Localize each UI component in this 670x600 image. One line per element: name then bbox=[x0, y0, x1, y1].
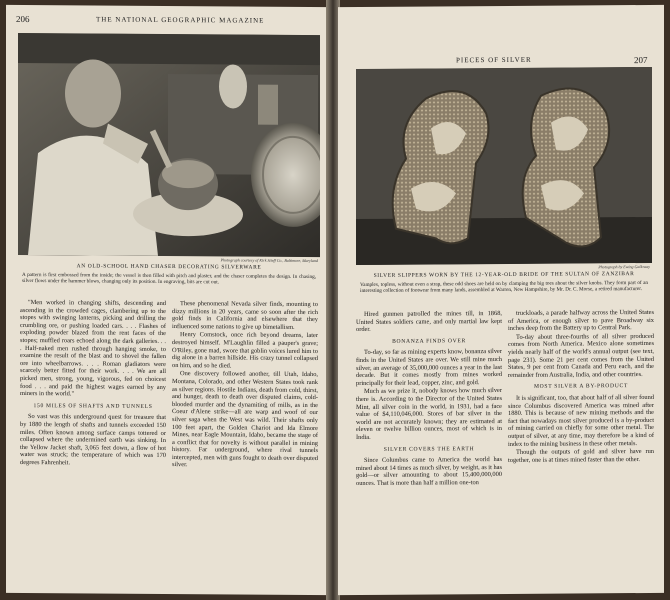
photo-silver-chaser bbox=[18, 33, 320, 257]
right-column-2 bbox=[508, 309, 654, 465]
caption-title-right: SILVER SLIPPERS WORN BY THE 12-YEAR-OLD BRIDE OF THE SULTAN OF ZANZIBAR bbox=[373, 271, 635, 279]
right-page bbox=[338, 5, 664, 595]
paragraph: Hired gunmen patrolled the mines till, in 1868, United States soldiers came, and only martial law kept order. bbox=[356, 309, 502, 334]
running-head-right: PIECES OF SILVER bbox=[456, 55, 532, 65]
left-column-1 bbox=[20, 299, 166, 468]
photo-credit-left: Photograph courtesy of Kirk Stieff Co., Baltimore, Maryland bbox=[220, 257, 318, 264]
section-heading: SILVER COVERS THE EARTH bbox=[383, 445, 475, 453]
page-number-right: 207 bbox=[634, 54, 648, 66]
photo-credit-right: Photograph by Ewing Galloway bbox=[598, 263, 650, 270]
section-heading: BONANZA FINDS OVER bbox=[392, 338, 466, 345]
paragraph: Henry Comstock, once rich beyond dreams, later destroyed himself. M'Laughlin filled a pauper's grave; O'Riley, gone mad, swore that goblin voices lured him to dig alone in a barren hillside. His crazy tunnel collapsed on him, and so he died. bbox=[172, 331, 318, 370]
paragraph: To-day about three-fourths of all silver produced comes from North America. Mexico alone sometimes yields nearly half of the world's annual output (see text, page 231). Some 21 per cent comes from the United States, 9 per cent from Canada and Peru each, and the remainder from Australia, India, and other countries. bbox=[508, 332, 654, 379]
paragraph: One discovery followed another, till Utah, Idaho, Montana, Colorado, and other Western States took rank as silver regions. Hostile Indians, death from cold, thirst, and hunger, death to death over disputed claims, cold-blooded murder and the dynamiting of mills, as in the Coeur d'Alene strike—all are warp and woof of our silver saga when the West was wild. Their shafts only 100 feet apart, the Golden Chariot and Ida Elmore Mines, near Eagle Mountain, Idaho, became the stage of a conflict that for novelty is without parallel in mining history. Far underground, where rival tunnels intercepted, men with guns fought to death over disputed silver. bbox=[172, 370, 318, 469]
right-column-1 bbox=[356, 310, 502, 488]
paragraph: So vast was this underground quest for treasure that by 1880 the length of shafts and tunnels exceeded 150 miles. Often known among surface camps tottered or collapsed where the undermined earth was sinking. In the Yellow Jacket shaft, 3,065 feet down, a flow of hot water was struck; the temperature of which was 170 degrees Fahrenheit. bbox=[20, 413, 166, 467]
left-column-2 bbox=[172, 300, 318, 471]
caption-title-left: AN OLD-SCHOOL HAND CHASER DECORATING SILVERWARE bbox=[76, 263, 262, 271]
caption-body-right: Vamples, topless, without even a strap, these odd shoes are held on by clamping the big toes about the silver knobs. They form part of an interesting collection of footwear from many lands, assembled at Warren, New Hampshire, by Mr. Dr. C. Morse, a retired manufacturer. bbox=[360, 279, 648, 295]
page-number-left: 206 bbox=[16, 13, 30, 25]
paragraph: truckloads, a parade halfway across the United States of America, or enough silver to pave Broadway six inches deep from the Battery up to Central Park. bbox=[508, 308, 654, 333]
section-heading: MOST SILVER A BY-PRODUCT bbox=[533, 383, 629, 391]
running-head-left: THE NATIONAL GEOGRAPHIC MAGAZINE bbox=[96, 15, 265, 25]
photo-silver-slippers bbox=[356, 67, 652, 265]
paragraph: To-day, so far as mining experts know, bonanza silver finds in the United States are over. We still mine much silver, an average of 35,000,000 ounces a year in the last decade. But it comes mostly from mines worked principally for their lead, copper, zinc, and gold. bbox=[356, 348, 502, 387]
paragraph: "Men worked in changing shifts, descending and ascending in the crowded cages, clambering up to the stopes with swinging lanterns, picking and drilling the crumbling ore, or pushing loaded cars. . . . Flashes of exploding powder blazed from the rent faces of the stopes; muffled roars echoed along the dark galleries. . . . Half-naked men rushed through hanging smoke, to examine the result of the blast and to shovel the fallen ore into wheelbarrows. . . . Roman gladiators were scarcely better fitted for their work. . . . We are all picked men, strong, young, vigorous, fed on choicest food . . . and paid the highest wages earned by any miners in the world." bbox=[20, 299, 166, 398]
section-heading: 150 MILES OF SHAFTS AND TUNNELS bbox=[33, 402, 153, 410]
caption-body-left: A pattern is first embossed from the inside; the vessel is then filled with pitch and plaster, and the chaser completes the design. In chasing, silver flows under the hammer blows, changing only its position. In engraving, bits are cut out. bbox=[22, 271, 316, 286]
paragraph: Though the outputs of gold and silver have run together, one is at times mined faster than the other. bbox=[508, 448, 654, 464]
paragraph: Much as we prize it, nobody knows how much silver there is. According to the Director of the United States Mint, all silver coin in the world, in 1931, had a face value of $4,110,046,000. Stores of bar silver in the world are not accurately known; they are estimated at eleven or twelve billion ounces, most of which is in India. bbox=[356, 387, 502, 441]
paragraph: Since Columbus came to America the world has mined about 14 times as much silver, by weight, as it has gold—or silver amounting to about 15,400,000,000 ounces. That is more than half a million one-ton bbox=[356, 456, 502, 487]
left-page bbox=[6, 5, 328, 595]
paragraph: It is significant, too, that about half of all silver found since Columbus discovered America was mined after 1880. This is because of new mining methods and the fact that nowadays most silver produced is a by-product of mining carried on chiefly for some other metal. The output of silver, at any time, may therefore be a kind of index to the mining business in these other metals. bbox=[508, 393, 654, 448]
paragraph: These phenomenal Nevada silver finds, mounting to dizzy millions in 20 years, came so soon after the rich gold finds in California and elsewhere that they influenced some nations to give up bimetallism. bbox=[172, 300, 318, 331]
